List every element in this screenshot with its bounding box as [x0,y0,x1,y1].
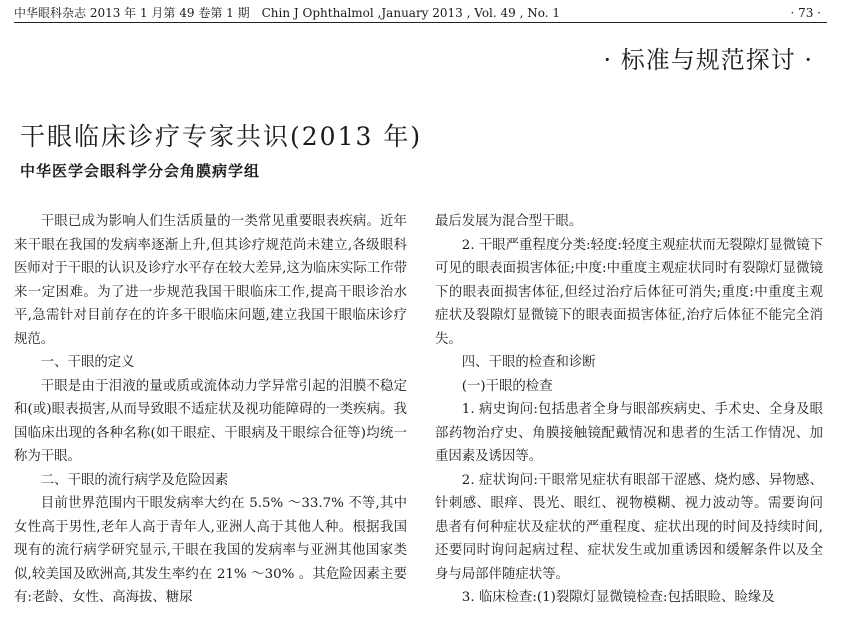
symptom-paragraph: 2. 症状询问:干眼常见症状有眼部干涩感、烧灼感、异物感、针刺感、眼痒、畏光、眼红、视物模糊、视力波动等。需要询问患者有何种症状及症状的严重程度、症状出现的时间及持续时间,还要同时询问起病过程、症状发生或加重诱因和缓解条件以及全身与局部伴随症状等。 [435,472,823,582]
page-number: · 73 · [790,6,821,20]
article-title: 干眼临床诊疗专家共识(2013 年) [20,121,423,151]
article-author: 中华医学会眼科学分会角膜病学组 [20,162,261,180]
clinical-exam-paragraph: 3. 临床检查:(1)裂隙灯显微镜检查:包括眼睑、睑缘及 [461,590,775,605]
right-column [435,210,823,610]
section-heading-diagnosis: 四、干眼的检查和诊断 [461,355,596,370]
severity-paragraph: 2. 干眼严重程度分类:轻度:轻度主观症状而无裂隙灯显微镜下可见的眼表面损害体征;中度:中重度主观症状同时有裂隙灯显微镜下的眼表面损害体征,但经过治疗后体征可消失;重度:中重度主观症状及裂隙灯显微镜下的眼表面损害体征,治疗后体征不能完全消失。 [435,237,823,347]
definition-paragraph: 干眼是由于泪液的量或质或流体动力学异常引起的泪膜不稳定和(或)眼表损害,从而导致眼不适症状及视功能障碍的一类疾病。我国临床出现的各种名称(如干眼症、干眼病及干眼综合征等)均统一称为干眼。 [14,378,407,464]
journal-info: 中华眼科杂志 2013 年 1 月第 49 卷第 1 期 Chin J Ophthalmol ,January 2013 , Vol. 49 , No. 1 [14,6,561,20]
subsection-heading-examination: (一)干眼的检查 [461,378,553,394]
continuation-paragraph: 最后发展为混合型干眼。 [435,214,583,229]
running-header [14,4,827,22]
intro-paragraph: 干眼已成为影响人们生活质量的一类常见重要眼表疾病。近年来干眼在我国的发病率逐渐上升,但其诊疗规范尚未建立,各级眼科医师对于干眼的认识及诊疗水平存在较大差异,这为临床实际工作带来一定困难。为了进一步规范我国干眼临床工作,提高干眼诊治水平,急需针对目前存在的许多干眼临床问题,建立我国干眼临床诊疗规范。 [14,214,407,347]
section-heading-definition: 一、干眼的定义 [40,355,135,370]
header-rule [14,22,827,23]
epidemiology-paragraph: 目前世界范围内干眼发病率大约在 5.5% ～33.7% 不等,其中女性高于男性,老年人高于青年人,亚洲人高于其他人种。根据我国现有的流行病学研究显示,干眼在我国的发病率与亚洲其他国家类似,较美国及欧洲高,其发生率约在 21% ～30% 。其危险因素主要有:老龄、女性、高海拔、糖尿 [14,496,407,605]
section-heading-epidemiology: 二、干眼的流行病学及危险因素 [40,472,229,488]
left-column [14,210,407,610]
history-paragraph: 1. 病史询问:包括患者全身与眼部疾病史、手术史、全身及眼部药物治疗史、角膜接触镜配戴情况和患者的生活工作情况、加重因素及诱因等。 [435,402,823,464]
column-label: · 标准与规范探讨 · [603,46,813,74]
